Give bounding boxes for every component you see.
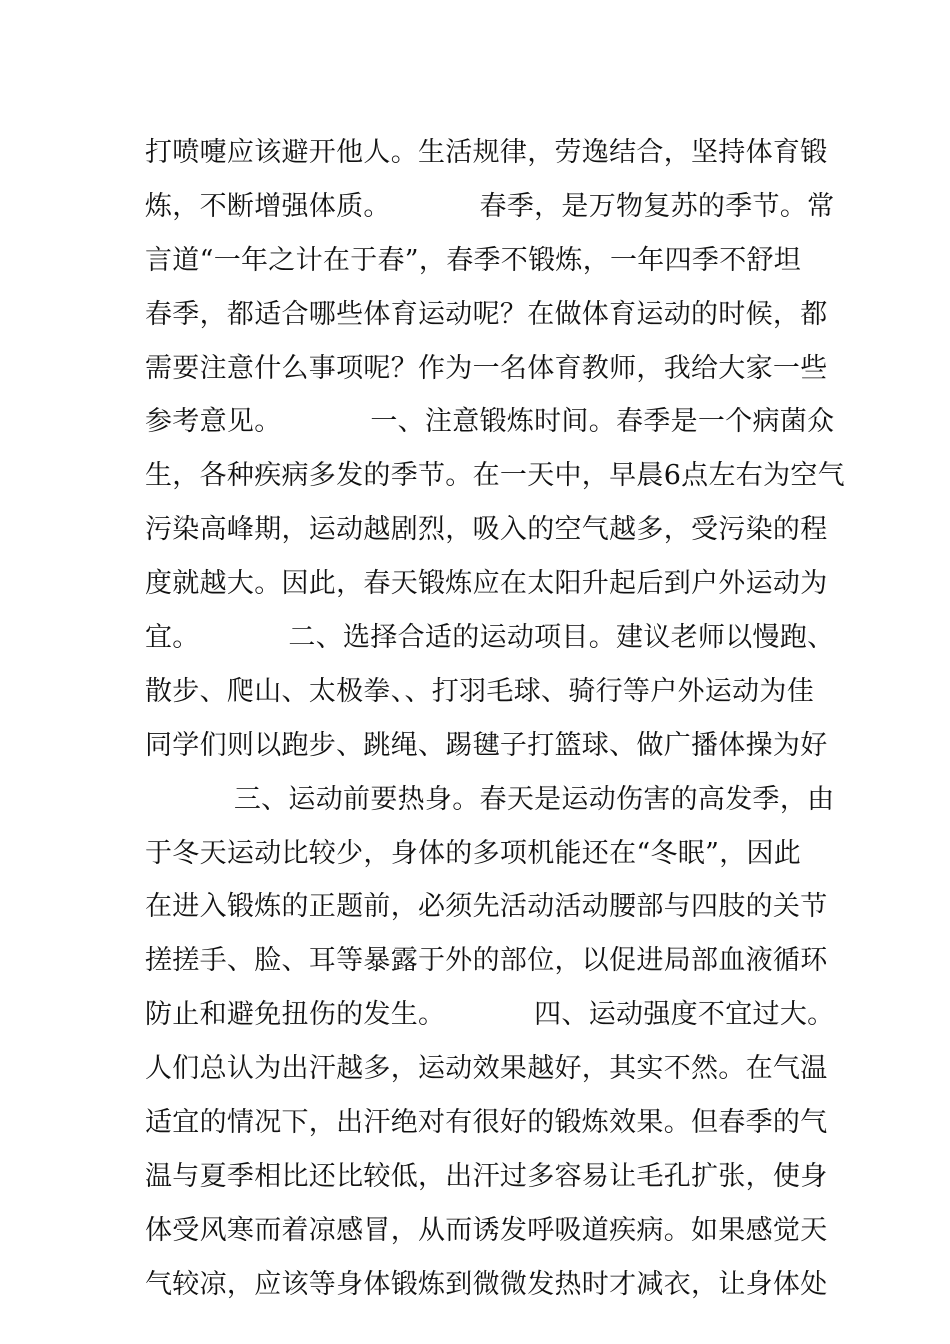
body-text [145, 126, 845, 1312]
text-line: 同学们则以跑步、跳绳、踢毽子打篮球、做广播体操为好 [145, 729, 828, 761]
text-line: 在进入锻炼的正题前，必须先活动活动腰部与四肢的关节 [145, 891, 828, 923]
text-line: 三、运动前要热身。春天是运动伤害的高发季，由 [145, 783, 835, 815]
text-line: 气较凉，应该等身体锻炼到微微发热时才减衣，让身体处 [145, 1268, 828, 1300]
text-line: 打喷嚏应该避开他人。生活规律，劳逸结合，坚持体育锻 [145, 137, 828, 168]
text-line: 适宜的情况下，出汗绝对有很好的锻炼效果。但春季的气 [145, 1107, 828, 1139]
text-line: 参考意见。 一、注意锻炼时间。春季是一个病菌众 [145, 406, 835, 438]
text-line: 人们总认为出汗越多，运动效果越好，其实不然。在气温 [145, 1053, 828, 1085]
text-line: 散步、爬山、太极拳、、打羽毛球、骑行等户外运动为佳 [145, 675, 814, 707]
text-line: 春季，都适合哪些体育运动呢？在做体育运动的时候，都 [145, 298, 828, 330]
text-line: 防止和避免扭伤的发生。 四、运动强度不宜过大。 [145, 999, 835, 1031]
text-line: 污染高峰期，运动越剧烈，吸入的空气越多，受污染的程 [145, 514, 828, 546]
text-line: 于冬天运动比较少，身体的多项机能还在“冬眠”，因此 [145, 837, 802, 869]
text-line: 体受风寒而着凉感冒，从而诱发呼吸道疾病。如果感觉天 [145, 1214, 828, 1246]
text-line: 生，各种疾病多发的季节。在一天中，早晨6点左右为空气 [145, 460, 845, 492]
text-line: 温与夏季相比还比较低，出汗过多容易让毛孔扩张，使身 [145, 1160, 828, 1192]
text-line: 宜。 二、选择合适的运动项目。建议老师以慢跑、 [145, 622, 835, 654]
text-line: 言道“一年之计在于春”，春季不锻炼，一年四季不舒坦 [145, 244, 802, 276]
text-line: 度就越大。因此，春天锻炼应在太阳升起后到户外运动为 [145, 568, 828, 600]
text-line: 炼，不断增强体质。 春季，是万物复苏的季节。常 [145, 190, 835, 222]
text-line: 搓搓手、脸、耳等暴露于外的部位，以促进局部血液循环 [145, 945, 828, 977]
text-line: 需要注意什么事项呢？作为一名体育教师，我给大家一些 [145, 352, 828, 384]
